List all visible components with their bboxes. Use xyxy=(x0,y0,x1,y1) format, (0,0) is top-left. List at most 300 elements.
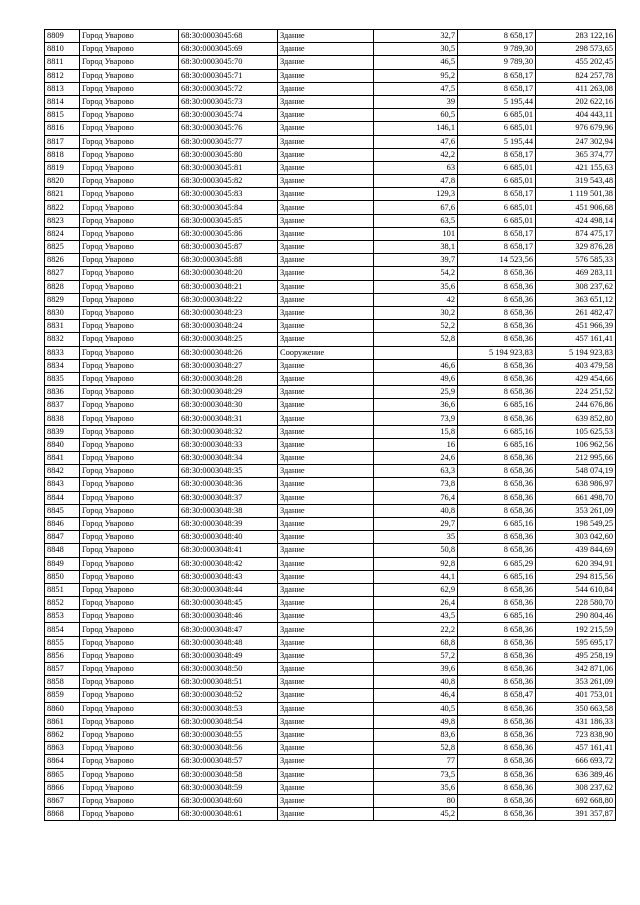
table-row xyxy=(45,95,616,108)
row-number-cell: 8819 xyxy=(45,161,80,174)
table-row xyxy=(45,43,616,56)
row-number-cell: 8822 xyxy=(45,201,80,214)
cadastral-value-cell: 495 258,19 xyxy=(536,649,616,662)
object-type-cell: Здание xyxy=(278,531,374,544)
table-row xyxy=(45,82,616,95)
cadastral-number-cell: 68:30:0003045:87 xyxy=(179,241,278,254)
table-row xyxy=(45,280,616,293)
object-type-cell: Здание xyxy=(278,702,374,715)
locality-cell: Город Уварово xyxy=(80,491,179,504)
object-type-cell: Здание xyxy=(278,56,374,69)
row-number-cell: 8813 xyxy=(45,82,80,95)
cadastral-number-cell: 68:30:0003048:44 xyxy=(179,583,278,596)
row-number-cell: 8842 xyxy=(45,465,80,478)
object-type-cell: Здание xyxy=(278,728,374,741)
locality-cell: Город Уварово xyxy=(80,755,179,768)
area-cell: 40,5 xyxy=(374,702,458,715)
table-row xyxy=(45,623,616,636)
unit-value-cell: 8 658,17 xyxy=(458,227,536,240)
locality-cell: Город Уварово xyxy=(80,320,179,333)
cadastral-value-cell: 457 161,41 xyxy=(536,333,616,346)
cadastral-number-cell: 68:30:0003048:45 xyxy=(179,597,278,610)
area-cell: 16 xyxy=(374,438,458,451)
cadastral-number-cell: 68:30:0003048:41 xyxy=(179,544,278,557)
unit-value-cell: 8 658,47 xyxy=(458,689,536,702)
cadastral-value-cell: 469 283,11 xyxy=(536,267,616,280)
object-type-cell: Здание xyxy=(278,122,374,135)
table-row xyxy=(45,636,616,649)
unit-value-cell: 8 658,36 xyxy=(458,636,536,649)
row-number-cell: 8849 xyxy=(45,557,80,570)
row-number-cell: 8857 xyxy=(45,663,80,676)
unit-value-cell: 9 789,30 xyxy=(458,56,536,69)
table-row xyxy=(45,610,616,623)
cadastral-number-cell: 68:30:0003045:80 xyxy=(179,148,278,161)
locality-cell: Город Уварово xyxy=(80,333,179,346)
object-type-cell: Здание xyxy=(278,188,374,201)
locality-cell: Город Уварово xyxy=(80,649,179,662)
row-number-cell: 8835 xyxy=(45,372,80,385)
cadastral-number-cell: 68:30:0003048:25 xyxy=(179,333,278,346)
cadastral-value-cell: 576 585,33 xyxy=(536,254,616,267)
table-row xyxy=(45,808,616,821)
table-row xyxy=(45,715,616,728)
cadastral-number-cell: 68:30:0003048:56 xyxy=(179,742,278,755)
cadastral-value-cell: 636 389,46 xyxy=(536,768,616,781)
row-number-cell: 8810 xyxy=(45,43,80,56)
cadastral-number-cell: 68:30:0003048:50 xyxy=(179,663,278,676)
cadastral-value-cell: 342 871,06 xyxy=(536,663,616,676)
table-row xyxy=(45,161,616,174)
cadastral-value-cell: 202 622,16 xyxy=(536,95,616,108)
cadastral-value-cell: 723 838,90 xyxy=(536,728,616,741)
unit-value-cell: 6 685,16 xyxy=(458,570,536,583)
object-type-cell: Здание xyxy=(278,359,374,372)
area-cell: 80 xyxy=(374,794,458,807)
cadastral-number-cell: 68:30:0003045:86 xyxy=(179,227,278,240)
row-number-cell: 8815 xyxy=(45,109,80,122)
row-number-cell: 8841 xyxy=(45,452,80,465)
table-row xyxy=(45,227,616,240)
area-cell: 77 xyxy=(374,755,458,768)
unit-value-cell: 14 523,56 xyxy=(458,254,536,267)
cadastral-number-cell: 68:30:0003048:24 xyxy=(179,320,278,333)
unit-value-cell: 8 658,36 xyxy=(458,280,536,293)
unit-value-cell: 6 685,01 xyxy=(458,122,536,135)
row-number-cell: 8831 xyxy=(45,320,80,333)
locality-cell: Город Уварово xyxy=(80,689,179,702)
locality-cell: Город Уварово xyxy=(80,623,179,636)
area-cell: 47,6 xyxy=(374,135,458,148)
table-row xyxy=(45,768,616,781)
table-row xyxy=(45,649,616,662)
locality-cell: Город Уварово xyxy=(80,399,179,412)
area-cell: 47,5 xyxy=(374,82,458,95)
area-cell: 54,2 xyxy=(374,267,458,280)
cadastral-value-cell: 319 543,48 xyxy=(536,175,616,188)
table-row xyxy=(45,175,616,188)
area-cell: 42,2 xyxy=(374,148,458,161)
row-number-cell: 8830 xyxy=(45,306,80,319)
area-cell: 47,8 xyxy=(374,175,458,188)
cadastral-value-cell: 411 263,08 xyxy=(536,82,616,95)
cadastral-value-cell: 192 215,59 xyxy=(536,623,616,636)
locality-cell: Город Уварово xyxy=(80,188,179,201)
unit-value-cell: 8 658,36 xyxy=(458,359,536,372)
unit-value-cell: 8 658,36 xyxy=(458,465,536,478)
locality-cell: Город Уварово xyxy=(80,438,179,451)
object-type-cell: Здание xyxy=(278,82,374,95)
area-cell: 45,2 xyxy=(374,808,458,821)
unit-value-cell: 8 658,36 xyxy=(458,597,536,610)
object-type-cell: Здание xyxy=(278,781,374,794)
unit-value-cell: 8 658,36 xyxy=(458,320,536,333)
cadastral-value-cell: 391 357,87 xyxy=(536,808,616,821)
object-type-cell: Здание xyxy=(278,610,374,623)
locality-cell: Город Уварово xyxy=(80,30,179,43)
locality-cell: Город Уварово xyxy=(80,254,179,267)
cadastral-number-cell: 68:30:0003045:83 xyxy=(179,188,278,201)
area-cell: 22,2 xyxy=(374,623,458,636)
row-number-cell: 8858 xyxy=(45,676,80,689)
table-row xyxy=(45,333,616,346)
unit-value-cell: 6 685,01 xyxy=(458,109,536,122)
unit-value-cell: 6 685,29 xyxy=(458,557,536,570)
cadastral-number-cell: 68:30:0003045:72 xyxy=(179,82,278,95)
locality-cell: Город Уварово xyxy=(80,728,179,741)
locality-cell: Город Уварово xyxy=(80,742,179,755)
area-cell: 129,3 xyxy=(374,188,458,201)
cadastral-value-cell: 661 498,70 xyxy=(536,491,616,504)
cadastral-value-cell: 198 549,25 xyxy=(536,517,616,530)
unit-value-cell: 8 658,36 xyxy=(458,267,536,280)
area-cell: 57,2 xyxy=(374,649,458,662)
cadastral-value-cell: 228 580,70 xyxy=(536,597,616,610)
locality-cell: Город Уварово xyxy=(80,293,179,306)
locality-cell: Город Уварово xyxy=(80,557,179,570)
table-row xyxy=(45,109,616,122)
unit-value-cell: 6 685,01 xyxy=(458,175,536,188)
locality-cell: Город Уварово xyxy=(80,676,179,689)
object-type-cell: Здание xyxy=(278,254,374,267)
locality-cell: Город Уварово xyxy=(80,794,179,807)
object-type-cell: Здание xyxy=(278,755,374,768)
object-type-cell: Здание xyxy=(278,808,374,821)
area-cell: 73,5 xyxy=(374,768,458,781)
table-row xyxy=(45,69,616,82)
cadastral-number-cell: 68:30:0003048:32 xyxy=(179,425,278,438)
cadastral-number-cell: 68:30:0003045:74 xyxy=(179,109,278,122)
row-number-cell: 8845 xyxy=(45,504,80,517)
object-type-cell: Здание xyxy=(278,452,374,465)
area-cell: 35,6 xyxy=(374,781,458,794)
cadastral-value-cell: 212 995,66 xyxy=(536,452,616,465)
area-cell: 38,1 xyxy=(374,241,458,254)
table-row xyxy=(45,570,616,583)
unit-value-cell: 8 658,36 xyxy=(458,702,536,715)
locality-cell: Город Уварово xyxy=(80,346,179,359)
row-number-cell: 8811 xyxy=(45,56,80,69)
area-cell: 44,1 xyxy=(374,570,458,583)
object-type-cell: Здание xyxy=(278,109,374,122)
cadastral-number-cell: 68:30:0003048:20 xyxy=(179,267,278,280)
unit-value-cell: 8 658,36 xyxy=(458,372,536,385)
row-number-cell: 8851 xyxy=(45,583,80,596)
table-row xyxy=(45,372,616,385)
area-cell: 39,6 xyxy=(374,663,458,676)
object-type-cell: Здание xyxy=(278,715,374,728)
locality-cell: Город Уварово xyxy=(80,135,179,148)
cadastral-number-cell: 68:30:0003048:21 xyxy=(179,280,278,293)
cadastral-number-cell: 68:30:0003048:31 xyxy=(179,412,278,425)
area-cell: 101 xyxy=(374,227,458,240)
cadastral-value-cell: 350 663,58 xyxy=(536,702,616,715)
locality-cell: Город Уварово xyxy=(80,95,179,108)
area-cell: 63 xyxy=(374,161,458,174)
cadastral-number-cell: 68:30:0003048:48 xyxy=(179,636,278,649)
row-number-cell: 8838 xyxy=(45,412,80,425)
unit-value-cell: 6 685,16 xyxy=(458,610,536,623)
cadastral-number-cell: 68:30:0003048:51 xyxy=(179,676,278,689)
area-cell: 63,3 xyxy=(374,465,458,478)
locality-cell: Город Уварово xyxy=(80,504,179,517)
row-number-cell: 8820 xyxy=(45,175,80,188)
cadastral-number-cell: 68:30:0003048:40 xyxy=(179,531,278,544)
cadastral-number-cell: 68:30:0003048:53 xyxy=(179,702,278,715)
object-type-cell: Здание xyxy=(278,689,374,702)
unit-value-cell: 5 194 923,83 xyxy=(458,346,536,359)
cadastral-value-cell: 298 573,65 xyxy=(536,43,616,56)
locality-cell: Город Уварово xyxy=(80,359,179,372)
table-row xyxy=(45,557,616,570)
area-cell: 30,5 xyxy=(374,43,458,56)
unit-value-cell: 8 658,36 xyxy=(458,623,536,636)
unit-value-cell: 9 789,30 xyxy=(458,43,536,56)
area-cell: 26,4 xyxy=(374,597,458,610)
cadastral-number-cell: 68:30:0003048:60 xyxy=(179,794,278,807)
unit-value-cell: 8 658,17 xyxy=(458,82,536,95)
table-row xyxy=(45,728,616,741)
object-type-cell: Здание xyxy=(278,742,374,755)
cadastral-number-cell: 68:30:0003045:76 xyxy=(179,122,278,135)
object-type-cell: Здание xyxy=(278,267,374,280)
row-number-cell: 8864 xyxy=(45,755,80,768)
locality-cell: Город Уварово xyxy=(80,517,179,530)
cadastral-value-cell: 283 122,16 xyxy=(536,30,616,43)
table-row xyxy=(45,478,616,491)
object-type-cell: Здание xyxy=(278,438,374,451)
table-row xyxy=(45,293,616,306)
locality-cell: Город Уварово xyxy=(80,465,179,478)
row-number-cell: 8853 xyxy=(45,610,80,623)
row-number-cell: 8812 xyxy=(45,69,80,82)
area-cell: 63,5 xyxy=(374,214,458,227)
cadastral-value-cell: 401 753,01 xyxy=(536,689,616,702)
object-type-cell: Здание xyxy=(278,386,374,399)
table-row xyxy=(45,794,616,807)
cadastral-number-cell: 68:30:0003048:22 xyxy=(179,293,278,306)
object-type-cell: Здание xyxy=(278,412,374,425)
cadastral-value-cell: 353 261,09 xyxy=(536,676,616,689)
cadastral-value-cell: 403 479,58 xyxy=(536,359,616,372)
object-type-cell: Здание xyxy=(278,544,374,557)
object-type-cell: Здание xyxy=(278,280,374,293)
area-cell: 29,7 xyxy=(374,517,458,530)
cadastral-value-cell: 244 676,86 xyxy=(536,399,616,412)
locality-cell: Город Уварово xyxy=(80,69,179,82)
unit-value-cell: 8 658,36 xyxy=(458,781,536,794)
cadastral-number-cell: 68:30:0003048:36 xyxy=(179,478,278,491)
table-row xyxy=(45,438,616,451)
area-cell: 95,2 xyxy=(374,69,458,82)
cadastral-value-cell: 429 454,66 xyxy=(536,372,616,385)
unit-value-cell: 8 658,36 xyxy=(458,306,536,319)
cadastral-value-cell: 303 042,60 xyxy=(536,531,616,544)
cadastral-number-cell: 68:30:0003048:52 xyxy=(179,689,278,702)
area-cell: 67,6 xyxy=(374,201,458,214)
cadastral-value-cell: 261 482,47 xyxy=(536,306,616,319)
cadastral-number-cell: 68:30:0003048:58 xyxy=(179,768,278,781)
unit-value-cell: 5 195,44 xyxy=(458,135,536,148)
cadastral-value-cell: 976 679,96 xyxy=(536,122,616,135)
object-type-cell: Здание xyxy=(278,214,374,227)
cadastral-number-cell: 68:30:0003048:57 xyxy=(179,755,278,768)
row-number-cell: 8854 xyxy=(45,623,80,636)
table-row xyxy=(45,583,616,596)
area-cell: 39,7 xyxy=(374,254,458,267)
unit-value-cell: 8 658,36 xyxy=(458,452,536,465)
object-type-cell: Здание xyxy=(278,663,374,676)
object-type-cell: Здание xyxy=(278,478,374,491)
locality-cell: Город Уварово xyxy=(80,768,179,781)
locality-cell: Город Уварово xyxy=(80,663,179,676)
row-number-cell: 8826 xyxy=(45,254,80,267)
cadastral-number-cell: 68:30:0003048:61 xyxy=(179,808,278,821)
cadastral-number-cell: 68:30:0003048:35 xyxy=(179,465,278,478)
row-number-cell: 8844 xyxy=(45,491,80,504)
cadastral-value-cell: 106 962,56 xyxy=(536,438,616,451)
area-cell: 35 xyxy=(374,531,458,544)
locality-cell: Город Уварово xyxy=(80,544,179,557)
table-row xyxy=(45,465,616,478)
locality-cell: Город Уварово xyxy=(80,227,179,240)
row-number-cell: 8850 xyxy=(45,570,80,583)
cadastral-number-cell: 68:30:0003048:55 xyxy=(179,728,278,741)
cadastral-number-cell: 68:30:0003048:28 xyxy=(179,372,278,385)
row-number-cell: 8856 xyxy=(45,649,80,662)
locality-cell: Город Уварово xyxy=(80,56,179,69)
cadastral-number-cell: 68:30:0003045:69 xyxy=(179,43,278,56)
locality-cell: Город Уварово xyxy=(80,280,179,293)
cadastral-number-cell: 68:30:0003045:82 xyxy=(179,175,278,188)
object-type-cell: Здание xyxy=(278,583,374,596)
table-row xyxy=(45,148,616,161)
unit-value-cell: 8 658,36 xyxy=(458,544,536,557)
area-cell: 42 xyxy=(374,293,458,306)
table-row xyxy=(45,267,616,280)
cadastral-value-cell: 290 804,46 xyxy=(536,610,616,623)
table-row xyxy=(45,425,616,438)
table-row xyxy=(45,306,616,319)
cadastral-value-cell: 1 119 501,38 xyxy=(536,188,616,201)
table-row xyxy=(45,531,616,544)
locality-cell: Город Уварово xyxy=(80,386,179,399)
cadastral-value-cell: 247 302,94 xyxy=(536,135,616,148)
row-number-cell: 8866 xyxy=(45,781,80,794)
object-type-cell: Здание xyxy=(278,293,374,306)
row-number-cell: 8817 xyxy=(45,135,80,148)
table-row xyxy=(45,781,616,794)
unit-value-cell: 8 658,36 xyxy=(458,755,536,768)
locality-cell: Город Уварово xyxy=(80,306,179,319)
cadastral-number-cell: 68:30:0003048:49 xyxy=(179,649,278,662)
row-number-cell: 8829 xyxy=(45,293,80,306)
unit-value-cell: 8 658,36 xyxy=(458,649,536,662)
row-number-cell: 8828 xyxy=(45,280,80,293)
locality-cell: Город Уварово xyxy=(80,583,179,596)
object-type-cell: Здание xyxy=(278,201,374,214)
row-number-cell: 8860 xyxy=(45,702,80,715)
unit-value-cell: 8 658,36 xyxy=(458,333,536,346)
locality-cell: Город Уварово xyxy=(80,781,179,794)
locality-cell: Город Уварово xyxy=(80,531,179,544)
locality-cell: Город Уварово xyxy=(80,43,179,56)
area-cell: 83,6 xyxy=(374,728,458,741)
object-type-cell: Здание xyxy=(278,372,374,385)
cadastral-number-cell: 68:30:0003045:85 xyxy=(179,214,278,227)
table-row xyxy=(45,320,616,333)
cadastral-number-cell: 68:30:0003045:81 xyxy=(179,161,278,174)
row-number-cell: 8843 xyxy=(45,478,80,491)
unit-value-cell: 8 658,36 xyxy=(458,794,536,807)
locality-cell: Город Уварово xyxy=(80,201,179,214)
cadastral-number-cell: 68:30:0003045:73 xyxy=(179,95,278,108)
table-row xyxy=(45,544,616,557)
row-number-cell: 8852 xyxy=(45,597,80,610)
row-number-cell: 8818 xyxy=(45,148,80,161)
cadastral-number-cell: 68:30:0003048:34 xyxy=(179,452,278,465)
locality-cell: Город Уварово xyxy=(80,122,179,135)
row-number-cell: 8816 xyxy=(45,122,80,135)
table-row xyxy=(45,30,616,43)
unit-value-cell: 8 658,36 xyxy=(458,531,536,544)
area-cell: 40,8 xyxy=(374,676,458,689)
cadastral-number-cell: 68:30:0003048:27 xyxy=(179,359,278,372)
table-row xyxy=(45,412,616,425)
row-number-cell: 8824 xyxy=(45,227,80,240)
locality-cell: Город Уварово xyxy=(80,636,179,649)
cadastral-value-cell: 308 237,62 xyxy=(536,280,616,293)
unit-value-cell: 8 658,36 xyxy=(458,676,536,689)
unit-value-cell: 8 658,36 xyxy=(458,504,536,517)
locality-cell: Город Уварово xyxy=(80,82,179,95)
unit-value-cell: 6 685,16 xyxy=(458,399,536,412)
area-cell: 43,5 xyxy=(374,610,458,623)
table-row xyxy=(45,452,616,465)
cadastral-value-cell: 105 625,53 xyxy=(536,425,616,438)
cadastral-number-cell: 68:30:0003045:88 xyxy=(179,254,278,267)
cadastral-number-cell: 68:30:0003048:59 xyxy=(179,781,278,794)
row-number-cell: 8839 xyxy=(45,425,80,438)
cadastral-number-cell: 68:30:0003048:37 xyxy=(179,491,278,504)
cadastral-number-cell: 68:30:0003045:71 xyxy=(179,69,278,82)
unit-value-cell: 8 658,17 xyxy=(458,148,536,161)
row-number-cell: 8833 xyxy=(45,346,80,359)
area-cell xyxy=(374,346,458,359)
row-number-cell: 8855 xyxy=(45,636,80,649)
cadastral-number-cell: 68:30:0003048:26 xyxy=(179,346,278,359)
area-cell: 92,8 xyxy=(374,557,458,570)
